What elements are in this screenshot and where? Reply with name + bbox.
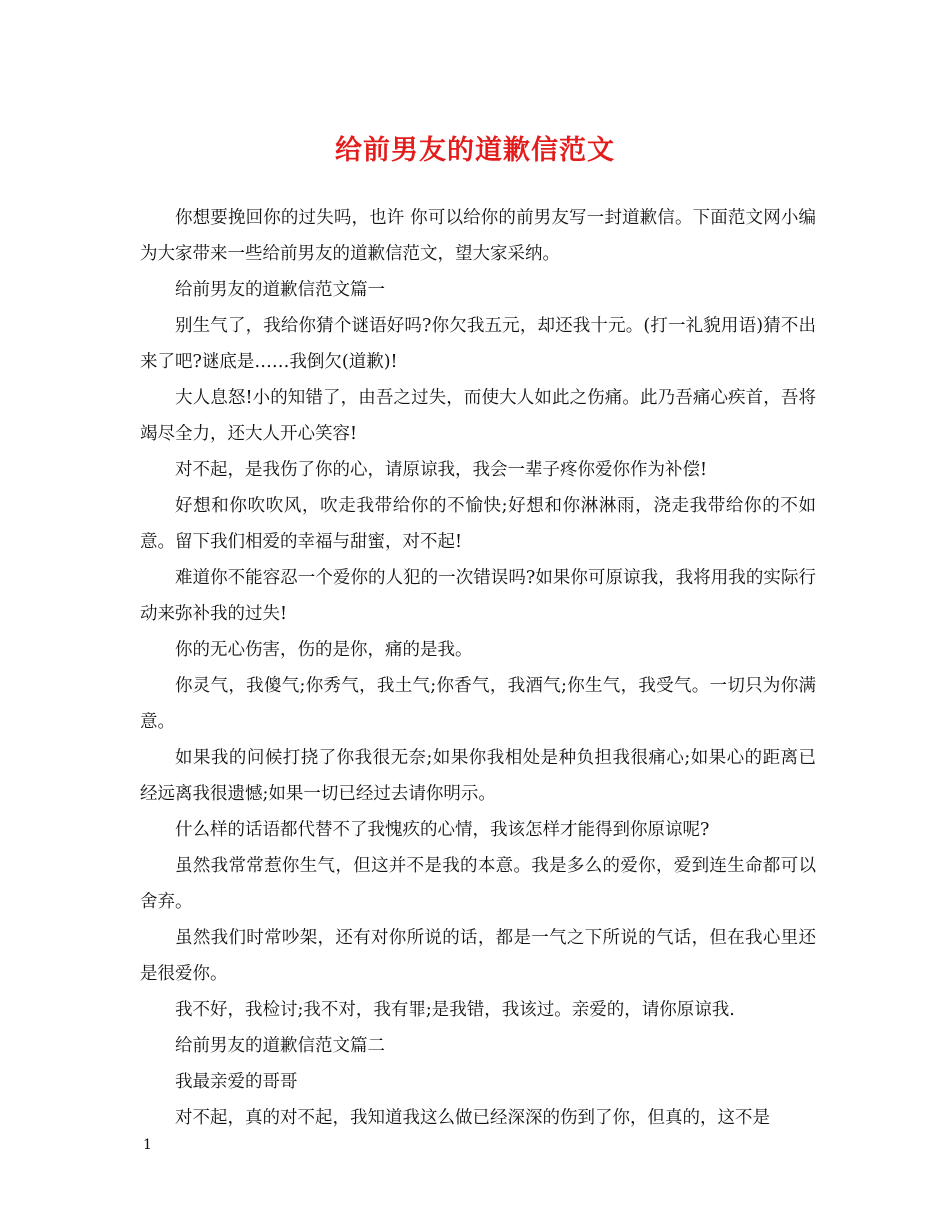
body-paragraph: 我不好，我检讨;我不对，我有罪;是我错，我该过。亲爱的，请你原谅我. [175, 1000, 735, 1020]
body-paragraph: 什么样的话语都代替不了我愧疚的心情，我该怎样才能得到你原谅呢? [175, 820, 710, 840]
section-heading-2: 给前男友的道歉信范文篇二 [175, 1036, 385, 1056]
body-paragraph: 别生气了，我给你猜个谜语好吗?你欠我五元，却还我十元。(打一礼貌用语)猜不出来了吧?谜底是……我倒欠(道歉)! [140, 316, 816, 372]
body-paragraph: 难道你不能容忍一个爱你的人犯的一次错误吗?如果你可原谅我，我将用我的实际行动来弥补我的过失! [140, 568, 816, 624]
body-paragraph: 对不起，真的对不起，我知道我这么做已经深深的伤到了你，但真的，这不是 [175, 1108, 770, 1128]
body-paragraph: 虽然我们时常吵架，还有对你所说的话，都是一气之下所说的气话，但在我心里还是很爱你。 [140, 928, 816, 984]
body-paragraph: 你的无心伤害，伤的是你，痛的是我。 [175, 640, 473, 660]
document-title: 给前男友的道歉信范文 [335, 135, 615, 166]
document-body [140, 200, 816, 1136]
intro-paragraph: 你想要挽回你的过失吗，也许 你可以给你的前男友写一封道歉信。下面范文网小编为大家带来一些给前男友的道歉信范文，望大家采纳。 [140, 208, 816, 264]
body-paragraph: 虽然我常常惹你生气，但这并不是我的本意。我是多么的爱你，爱到连生命都可以舍弃。 [140, 856, 816, 912]
body-paragraph: 大人息怒!小的知错了，由吾之过失，而使大人如此之伤痛。此乃吾痛心疾首，吾将竭尽全力，还大人开心笑容! [140, 388, 816, 444]
salutation: 我最亲爱的哥哥 [175, 1072, 298, 1092]
body-paragraph: 如果我的问候打挠了你我很无奈;如果你我相处是种负担我很痛心;如果心的距离已经远离我很遗憾;如果一切已经过去请你明示。 [140, 748, 816, 804]
body-paragraph: 你灵气，我傻气;你秀气，我土气;你香气，我酒气;你生气，我受气。一切只为你满意。 [140, 676, 816, 732]
page-number: 1 [143, 1137, 152, 1153]
section-heading-1: 给前男友的道歉信范文篇一 [175, 280, 385, 300]
body-paragraph: 好想和你吹吹风，吹走我带给你的不愉快;好想和你淋淋雨，浇走我带给你的不如意。留下我们相爱的幸福与甜蜜，对不起! [140, 496, 816, 552]
body-paragraph: 对不起，是我伤了你的心，请原谅我，我会一辈子疼你爱你作为补偿! [175, 460, 708, 480]
